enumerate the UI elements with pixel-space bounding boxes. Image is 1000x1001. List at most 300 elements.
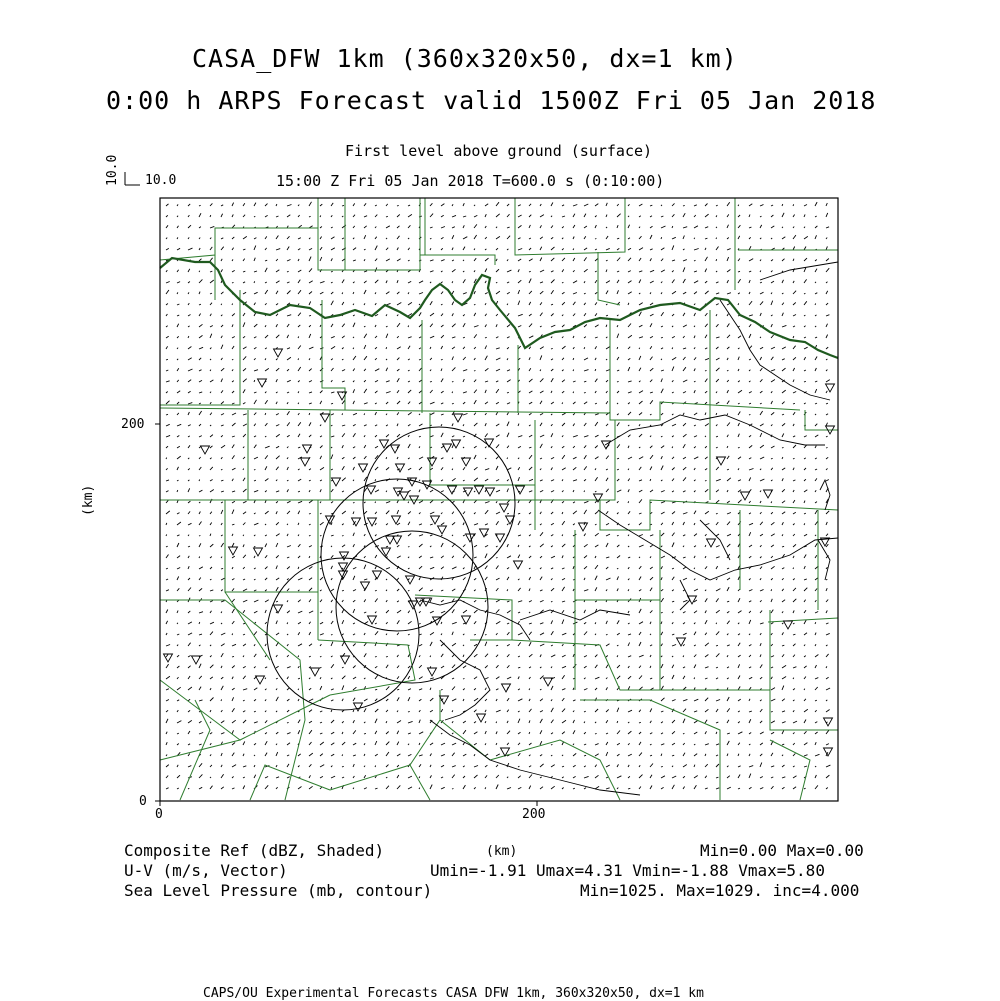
wind-vector [166, 248, 169, 250]
wind-vector [782, 731, 784, 734]
wind-vector [342, 280, 344, 284]
wind-vector [782, 600, 785, 602]
wind-vector [353, 720, 355, 723]
wind-vector [705, 358, 709, 360]
wind-vector [496, 389, 499, 393]
wind-vector [397, 610, 401, 613]
wind-vector [639, 710, 641, 712]
wind-vector [331, 732, 334, 734]
wind-vector [331, 215, 332, 217]
wind-vector [529, 601, 532, 603]
wind-vector [430, 370, 431, 372]
wind-vector [430, 324, 433, 327]
wind-vector [364, 556, 366, 558]
wind-vector [331, 324, 333, 327]
wind-vector [628, 469, 629, 470]
wind-vector [760, 469, 761, 470]
wind-vector [496, 480, 499, 482]
wind-vector [265, 236, 267, 239]
wind-vector [199, 733, 203, 735]
wind-vector [771, 238, 772, 239]
wind-vector [177, 721, 181, 723]
wind-vector [287, 611, 290, 613]
wind-vector [529, 699, 530, 701]
wind-vector [507, 270, 511, 272]
wind-vector [595, 587, 597, 591]
wind-vector [177, 677, 179, 679]
wind-vector [199, 676, 202, 679]
wind-vector [562, 468, 566, 470]
wind-vector [650, 380, 652, 382]
wind-vector [749, 620, 751, 624]
wind-vector [760, 292, 764, 294]
wind-vector [650, 446, 652, 448]
wind-vector [221, 535, 223, 536]
wind-vector [815, 269, 817, 272]
wind-vector [639, 765, 640, 767]
wind-vector [749, 667, 751, 668]
wind-vector [727, 280, 729, 283]
wind-vector [408, 390, 411, 393]
wind-vector [441, 556, 444, 558]
wind-vector [353, 433, 356, 437]
wind-vector [826, 480, 829, 482]
wind-vector [375, 741, 377, 745]
wind-vector [309, 742, 312, 745]
wind-vector [474, 270, 475, 272]
wind-vector [606, 391, 608, 393]
wind-vector [782, 489, 785, 492]
wind-vector [804, 579, 807, 580]
wind-vector [210, 226, 214, 228]
wind-vector [298, 290, 301, 294]
wind-vector [221, 390, 223, 393]
wind-vector [727, 478, 731, 481]
wind-vector [474, 235, 477, 239]
wind-vector [331, 664, 334, 668]
wind-vector [529, 535, 531, 536]
wind-vector [320, 535, 321, 536]
wind-vector [232, 501, 235, 503]
wind-vector [210, 534, 211, 536]
wind-vector [573, 720, 575, 723]
wind-vector [232, 403, 235, 404]
wind-vector [254, 413, 256, 415]
wind-vector [628, 776, 630, 778]
wind-vector [683, 699, 687, 701]
wind-vector [617, 315, 619, 316]
wind-vector [584, 689, 587, 691]
wind-vector [485, 204, 488, 206]
wind-vector [309, 611, 313, 613]
wind-vector [243, 711, 245, 712]
wind-vector [496, 633, 498, 635]
wind-vector [232, 214, 233, 217]
wind-vector [826, 370, 827, 371]
wind-vector [254, 644, 255, 646]
wind-vector [430, 282, 431, 283]
wind-vector [716, 788, 719, 789]
wind-vector [540, 711, 543, 713]
wind-vector [617, 469, 619, 470]
wind-vector [804, 766, 807, 767]
wind-vector [518, 205, 521, 206]
wind-vector [738, 357, 739, 360]
wind-vector [749, 513, 751, 514]
wind-vector [694, 215, 696, 217]
wind-vector [210, 665, 213, 668]
wind-vector [232, 346, 234, 349]
wind-vector [276, 711, 277, 712]
wind-vector [342, 238, 344, 239]
wind-vector [474, 688, 476, 690]
wind-vector [254, 380, 255, 382]
wind-vector [254, 711, 256, 712]
wind-vector [628, 412, 631, 415]
wind-vector [331, 346, 335, 349]
wind-vector [650, 455, 653, 459]
station-marker [480, 529, 489, 537]
wind-vector [738, 743, 740, 745]
wind-vector [430, 642, 432, 646]
wind-vector [309, 710, 312, 712]
wind-vector [166, 765, 169, 767]
wind-vector [650, 281, 654, 283]
wind-vector [584, 491, 585, 493]
wind-vector [826, 645, 828, 646]
wind-vector [694, 368, 695, 371]
wind-vector [694, 678, 695, 680]
station-marker [256, 676, 265, 684]
wind-vector [485, 237, 487, 239]
wind-vector [441, 491, 444, 492]
wind-vector [419, 424, 423, 426]
wind-vector [540, 237, 543, 239]
wind-vector [298, 611, 302, 613]
wind-vector [452, 423, 453, 426]
wind-vector [221, 414, 224, 416]
wind-vector [485, 743, 486, 745]
wind-vector [595, 292, 597, 294]
wind-vector [738, 611, 742, 613]
wind-vector [265, 578, 267, 580]
wind-vector [364, 226, 367, 228]
wind-vector [287, 489, 289, 492]
wind-vector [298, 544, 300, 547]
wind-vector [573, 633, 575, 635]
wind-vector [595, 271, 597, 272]
wind-vector [441, 543, 443, 547]
wind-vector [232, 730, 234, 734]
wind-vector [276, 368, 279, 371]
wind-vector [243, 203, 245, 206]
wind-vector [485, 721, 486, 723]
wind-vector [683, 535, 685, 536]
wind-vector [804, 301, 807, 305]
wind-vector [397, 369, 399, 371]
station-marker [514, 561, 523, 569]
wind-vector [364, 788, 367, 789]
wind-vector [782, 280, 784, 283]
wind-vector [507, 227, 510, 228]
wind-vector [793, 368, 795, 371]
wind-vector [804, 436, 807, 437]
wind-vector [177, 645, 178, 646]
wind-vector [562, 578, 565, 580]
wind-vector [386, 699, 388, 701]
vector-key-horizontal-label: 10.0 [145, 173, 177, 188]
wind-vector [716, 623, 717, 624]
wind-vector [694, 281, 698, 283]
wind-vector [320, 742, 324, 745]
wind-vector [606, 777, 608, 778]
wind-vector [386, 710, 388, 712]
wind-vector [672, 491, 674, 492]
wind-vector [298, 600, 301, 602]
wind-vector [309, 524, 311, 525]
wind-vector [826, 414, 828, 415]
wind-vector [507, 524, 509, 525]
wind-vector [584, 402, 587, 404]
wind-vector [342, 590, 344, 591]
wind-vector [353, 609, 355, 613]
wind-vector [474, 258, 476, 261]
wind-vector [166, 480, 169, 481]
wind-vector [287, 634, 288, 635]
station-marker [373, 571, 382, 579]
wind-vector [617, 479, 619, 481]
wind-vector [529, 447, 531, 448]
wind-vector [793, 336, 794, 338]
wind-vector [397, 434, 400, 437]
wind-vector [452, 733, 453, 734]
wind-vector [474, 545, 477, 547]
wind-vector [353, 776, 354, 778]
wind-vector [562, 666, 566, 668]
wind-vector [727, 645, 730, 646]
wind-vector [386, 326, 388, 327]
wind-vector [199, 612, 203, 613]
legend-field1-stats: Min=0.00 Max=0.00 [700, 841, 864, 860]
station-marker [229, 547, 238, 555]
wind-vector [265, 436, 266, 437]
wind-vector [617, 556, 620, 559]
wind-vector [661, 413, 663, 415]
wind-vector [650, 634, 651, 635]
wind-vector [463, 271, 464, 272]
wind-vector [221, 358, 223, 360]
wind-vector [254, 546, 255, 547]
wind-vector [243, 434, 246, 437]
wind-vector [639, 753, 642, 756]
wind-vector [452, 367, 455, 371]
wind-vector [683, 676, 685, 679]
wind-vector [584, 678, 586, 679]
wind-vector [661, 248, 664, 250]
wind-vector [815, 414, 816, 415]
wind-vector [760, 301, 763, 305]
wind-vector [606, 687, 608, 690]
wind-vector [760, 611, 762, 613]
wind-vector [628, 656, 631, 657]
wind-vector [188, 556, 189, 558]
wind-vector [650, 755, 652, 756]
wind-vector [430, 678, 434, 679]
wind-vector [353, 755, 356, 756]
wind-vector [210, 622, 214, 624]
wind-vector [166, 755, 167, 757]
wind-vector [408, 381, 410, 382]
wind-vector [474, 698, 478, 701]
wind-vector [529, 324, 532, 327]
wind-vector [551, 271, 554, 272]
wind-vector [309, 435, 311, 437]
wind-vector [617, 280, 619, 283]
wind-vector [287, 557, 289, 558]
wind-vector [826, 203, 827, 206]
wind-vector [738, 634, 740, 635]
wind-vector [540, 590, 543, 591]
station-marker [303, 445, 312, 453]
wind-vector [540, 667, 541, 668]
wind-vector [617, 731, 620, 735]
station-marker [516, 486, 525, 494]
wind-vector [309, 268, 312, 272]
wind-vector [804, 357, 806, 360]
wind-vector [672, 280, 675, 284]
wind-vector [397, 226, 400, 228]
wind-vector [375, 502, 376, 503]
wind-vector [584, 766, 586, 767]
wind-vector [342, 742, 345, 745]
wind-vector [804, 403, 806, 404]
wind-vector [540, 633, 544, 635]
wind-vector [584, 347, 585, 349]
wind-vector [661, 389, 663, 393]
wind-vector [749, 469, 754, 471]
wind-vector [331, 237, 335, 239]
wind-vector [419, 544, 423, 547]
wind-vector [551, 414, 552, 415]
wind-vector [331, 634, 333, 635]
wind-vector [265, 400, 268, 404]
wind-vector [518, 290, 520, 294]
wind-vector [551, 402, 554, 404]
wind-vector [694, 765, 695, 767]
wind-vector [276, 587, 278, 591]
station-markers [164, 349, 835, 756]
wind-vector [573, 214, 575, 217]
wind-vector [276, 414, 279, 416]
wind-vector [353, 687, 356, 690]
wind-vector [672, 357, 676, 360]
legend-field3-stats: Min=1025. Max=1029. inc=4.000 [580, 881, 860, 900]
wind-vector [551, 491, 554, 493]
wind-vector [430, 743, 433, 745]
wind-vector [727, 611, 729, 613]
wind-vector [265, 785, 268, 789]
wind-vector [584, 381, 586, 382]
wind-vector [386, 732, 389, 735]
wind-vector [793, 588, 796, 591]
wind-vector [507, 644, 510, 646]
wind-vector [639, 722, 641, 723]
wind-vector [760, 545, 762, 547]
wind-vector [375, 490, 379, 492]
wind-vector [760, 578, 761, 580]
wind-vector [584, 325, 587, 328]
station-marker [408, 478, 417, 486]
wind-vector [210, 590, 213, 591]
wind-vector [287, 567, 290, 570]
wind-vector [749, 545, 752, 547]
wind-vector [628, 524, 630, 525]
wind-vector [793, 247, 795, 251]
wind-vector [320, 622, 323, 624]
wind-vector [628, 557, 630, 558]
wind-vector [584, 666, 587, 668]
wind-vector [815, 710, 817, 712]
wind-vector [518, 249, 522, 251]
wind-vector [507, 325, 510, 328]
wind-vector [265, 610, 266, 613]
wind-vector [287, 667, 291, 668]
wind-vector [298, 666, 299, 668]
wind-vector [584, 732, 586, 734]
wind-vector [386, 600, 387, 602]
wind-vector [419, 535, 423, 536]
wind-vector [507, 665, 509, 668]
wind-vector [309, 556, 310, 558]
wind-vector [749, 556, 751, 558]
wind-vector [749, 523, 753, 525]
wind-vector [705, 764, 708, 767]
wind-vector [331, 403, 333, 404]
wind-vector [771, 260, 773, 262]
wind-vector [705, 480, 707, 481]
wind-vector [507, 654, 509, 657]
wind-vector [716, 271, 717, 272]
wind-vector [782, 765, 785, 767]
wind-vector [815, 644, 816, 646]
wind-vector [771, 599, 772, 602]
wind-vector [683, 590, 685, 591]
wind-vector [177, 270, 179, 272]
wind-vector [485, 642, 487, 646]
wind-vector [353, 381, 354, 382]
wind-vector [474, 413, 476, 415]
wind-vector [309, 480, 311, 481]
wind-vector [353, 447, 355, 448]
wind-vector [188, 292, 189, 294]
station-marker [454, 414, 463, 422]
wind-vector [232, 337, 235, 339]
wind-vector [243, 754, 244, 756]
wind-vector [771, 633, 772, 635]
wind-vector [232, 708, 235, 712]
wind-vector [353, 337, 354, 338]
wind-vector [265, 348, 267, 349]
wind-vector [628, 347, 630, 349]
wind-vector [562, 292, 565, 294]
wind-vector [606, 337, 607, 338]
wind-vector [705, 227, 708, 228]
wind-vector [606, 709, 609, 712]
wind-vector [452, 248, 453, 250]
wind-vector [463, 785, 465, 789]
wind-vector [716, 324, 719, 327]
wind-vector [628, 611, 629, 613]
